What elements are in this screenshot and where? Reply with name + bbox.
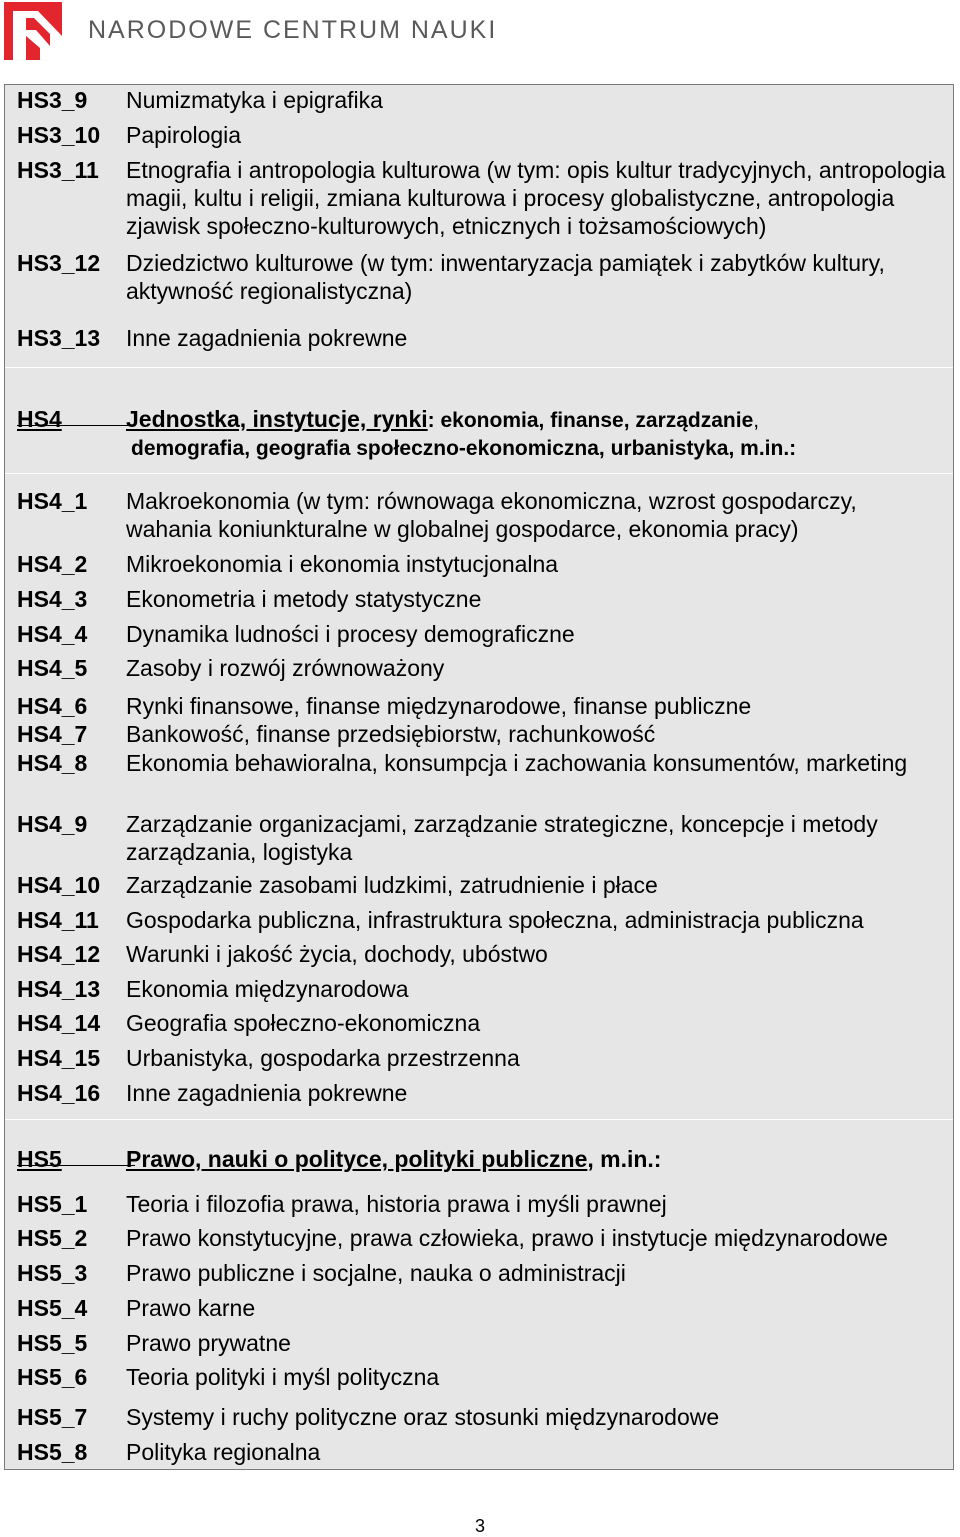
page-header: [0, 0, 960, 68]
panel-code: HS3_9: [17, 87, 88, 113]
panel-description: Ekonomia międzynarodowa: [126, 976, 409, 1002]
section-title-line2: demografia, geografia społeczno-ekonomiczna, urbanistyka, m.in.:: [131, 437, 797, 460]
panel-description: Ekonometria i metody statystyczne: [126, 586, 482, 612]
panel-description: Inne zagadnienia pokrewne: [126, 325, 408, 351]
panel-code: HS5_2: [17, 1225, 88, 1251]
section-title: [126, 405, 946, 463]
page-number: 3: [474, 1516, 485, 1536]
panel-description: Systemy i ruchy polityczne oraz stosunki międzynarodowe: [126, 1404, 720, 1430]
section-title-rest: : ekonomia, finanse, zarządzanie: [427, 409, 754, 432]
panel-code: HS3_12: [17, 250, 101, 276]
panel-code: HS4_10: [17, 872, 101, 898]
panel-code: HS4_8: [17, 750, 88, 776]
discipline-table: [4, 84, 954, 1470]
panel-code: HS4_12: [17, 941, 101, 967]
panel-code: HS5_3: [17, 1260, 88, 1286]
panel-code: HS5_7: [17, 1404, 88, 1430]
panel-code: HS4_4: [17, 621, 88, 647]
heading-underline: [17, 425, 135, 426]
panel-code: HS4_5: [17, 655, 88, 681]
panel-description: Prawo konstytucyjne, prawa człowieka, prawo i instytucje międzynarodowe: [126, 1225, 888, 1251]
panel-code: HS5_5: [17, 1330, 88, 1356]
panel-description: Zasoby i rozwój zrównoważony: [126, 655, 445, 681]
panel-code: HS4_1: [17, 488, 88, 514]
panel-code: HS4_14: [17, 1010, 101, 1036]
panel-description: Rynki finansowe, finanse międzynarodowe, finanse publiczne: [126, 693, 752, 719]
panel-description: Inne zagadnienia pokrewne: [126, 1080, 408, 1106]
section-divider: [5, 1119, 953, 1120]
ncn-logo-icon: [4, 2, 62, 60]
section-divider: [5, 367, 953, 368]
panel-description: Gospodarka publiczna, infrastruktura społeczna, administracja publiczna: [126, 907, 864, 933]
panel-code: HS4_9: [17, 811, 88, 837]
section-title-main: Jednostka, instytucje, rynki: [126, 406, 428, 432]
panel-description: Polityka regionalna: [126, 1439, 321, 1465]
panel-description: Zarządzanie zasobami ludzkimi, zatrudnienie i płace: [126, 872, 658, 898]
section-title-main: Prawo, nauki o polityce, polityki publiczne: [126, 1146, 588, 1172]
panel-description: Teoria i filozofia prawa, historia prawa i myśli prawnej: [126, 1191, 667, 1217]
section-title-comma: ,: [753, 409, 760, 432]
panel-code: HS4_15: [17, 1045, 101, 1071]
organization-name: NARODOWE CENTRUM NAUKI: [88, 16, 498, 44]
panel-description: Etnografia i antropologia kulturowa (w tym: opis kultur tradycyjnych, antropologia magii, kultu i religii, zmiana kulturowa i procesy globalistyczne, antropologia zjawisk społeczno-kulturowych, etnicznych i tożsamościowych): [126, 157, 946, 239]
panel-code: HS4_7: [17, 721, 88, 747]
panel-description: Prawo publiczne i socjalne, nauka o administracji: [126, 1260, 626, 1286]
panel-description: Dziedzictwo kulturowe (w tym: inwentaryzacja pamiątek i zabytków kultury, aktywność regionalistyczna): [126, 250, 885, 304]
panel-code: HS5_1: [17, 1191, 88, 1217]
section-code: HS5: [17, 1146, 62, 1172]
panel-description: Urbanistyka, gospodarka przestrzenna: [126, 1045, 520, 1071]
panel-description: Prawo karne: [126, 1295, 256, 1321]
panel-description: Ekonomia behawioralna, konsumpcja i zachowania konsumentów, marketing: [126, 750, 908, 776]
section-title-rest: , m.in.:: [587, 1146, 662, 1172]
panel-code: HS4_3: [17, 586, 88, 612]
panel-code: HS3_11: [17, 157, 99, 183]
section-code: HS4: [17, 406, 62, 432]
section-title: [126, 1145, 946, 1173]
panel-description: Numizmatyka i epigrafika: [126, 87, 383, 113]
panel-description: Mikroekonomia i ekonomia instytucjonalna: [126, 551, 559, 577]
heading-underline: [17, 1165, 135, 1166]
panel-code: HS4_13: [17, 976, 101, 1002]
panel-description: Geografia społeczno-ekonomiczna: [126, 1010, 481, 1036]
panel-description: Prawo prywatne: [126, 1330, 291, 1356]
panel-code: HS5_6: [17, 1364, 88, 1390]
panel-description: Bankowość, finanse przedsiębiorstw, rachunkowość: [126, 721, 656, 747]
panel-description: Papirologia: [126, 122, 242, 148]
panel-description: Zarządzanie organizacjami, zarządzanie strategiczne, koncepcje i metody zarządzania, logistyka: [126, 811, 878, 865]
panel-description: Teoria polityki i myśl polityczna: [126, 1364, 440, 1390]
panel-code: HS4_2: [17, 551, 88, 577]
panel-code: HS5_4: [17, 1295, 88, 1321]
panel-description: Makroekonomia (w tym: równowaga ekonomiczna, wzrost gospodarczy, wahania koniunkturalne w globalnej gospodarce, ekonomia pracy): [126, 488, 857, 542]
section-divider: [5, 473, 953, 474]
panel-code: HS5_8: [17, 1439, 88, 1465]
panel-description: Warunki i jakość życia, dochody, ubóstwo: [126, 941, 548, 967]
panel-description: Dynamika ludności i procesy demograficzne: [126, 621, 575, 647]
panel-code: HS4_6: [17, 693, 88, 719]
panel-code: HS3_10: [17, 122, 101, 148]
panel-code: HS4_11: [17, 907, 99, 933]
panel-code: HS4_16: [17, 1080, 101, 1106]
panel-code: HS3_13: [17, 325, 101, 351]
